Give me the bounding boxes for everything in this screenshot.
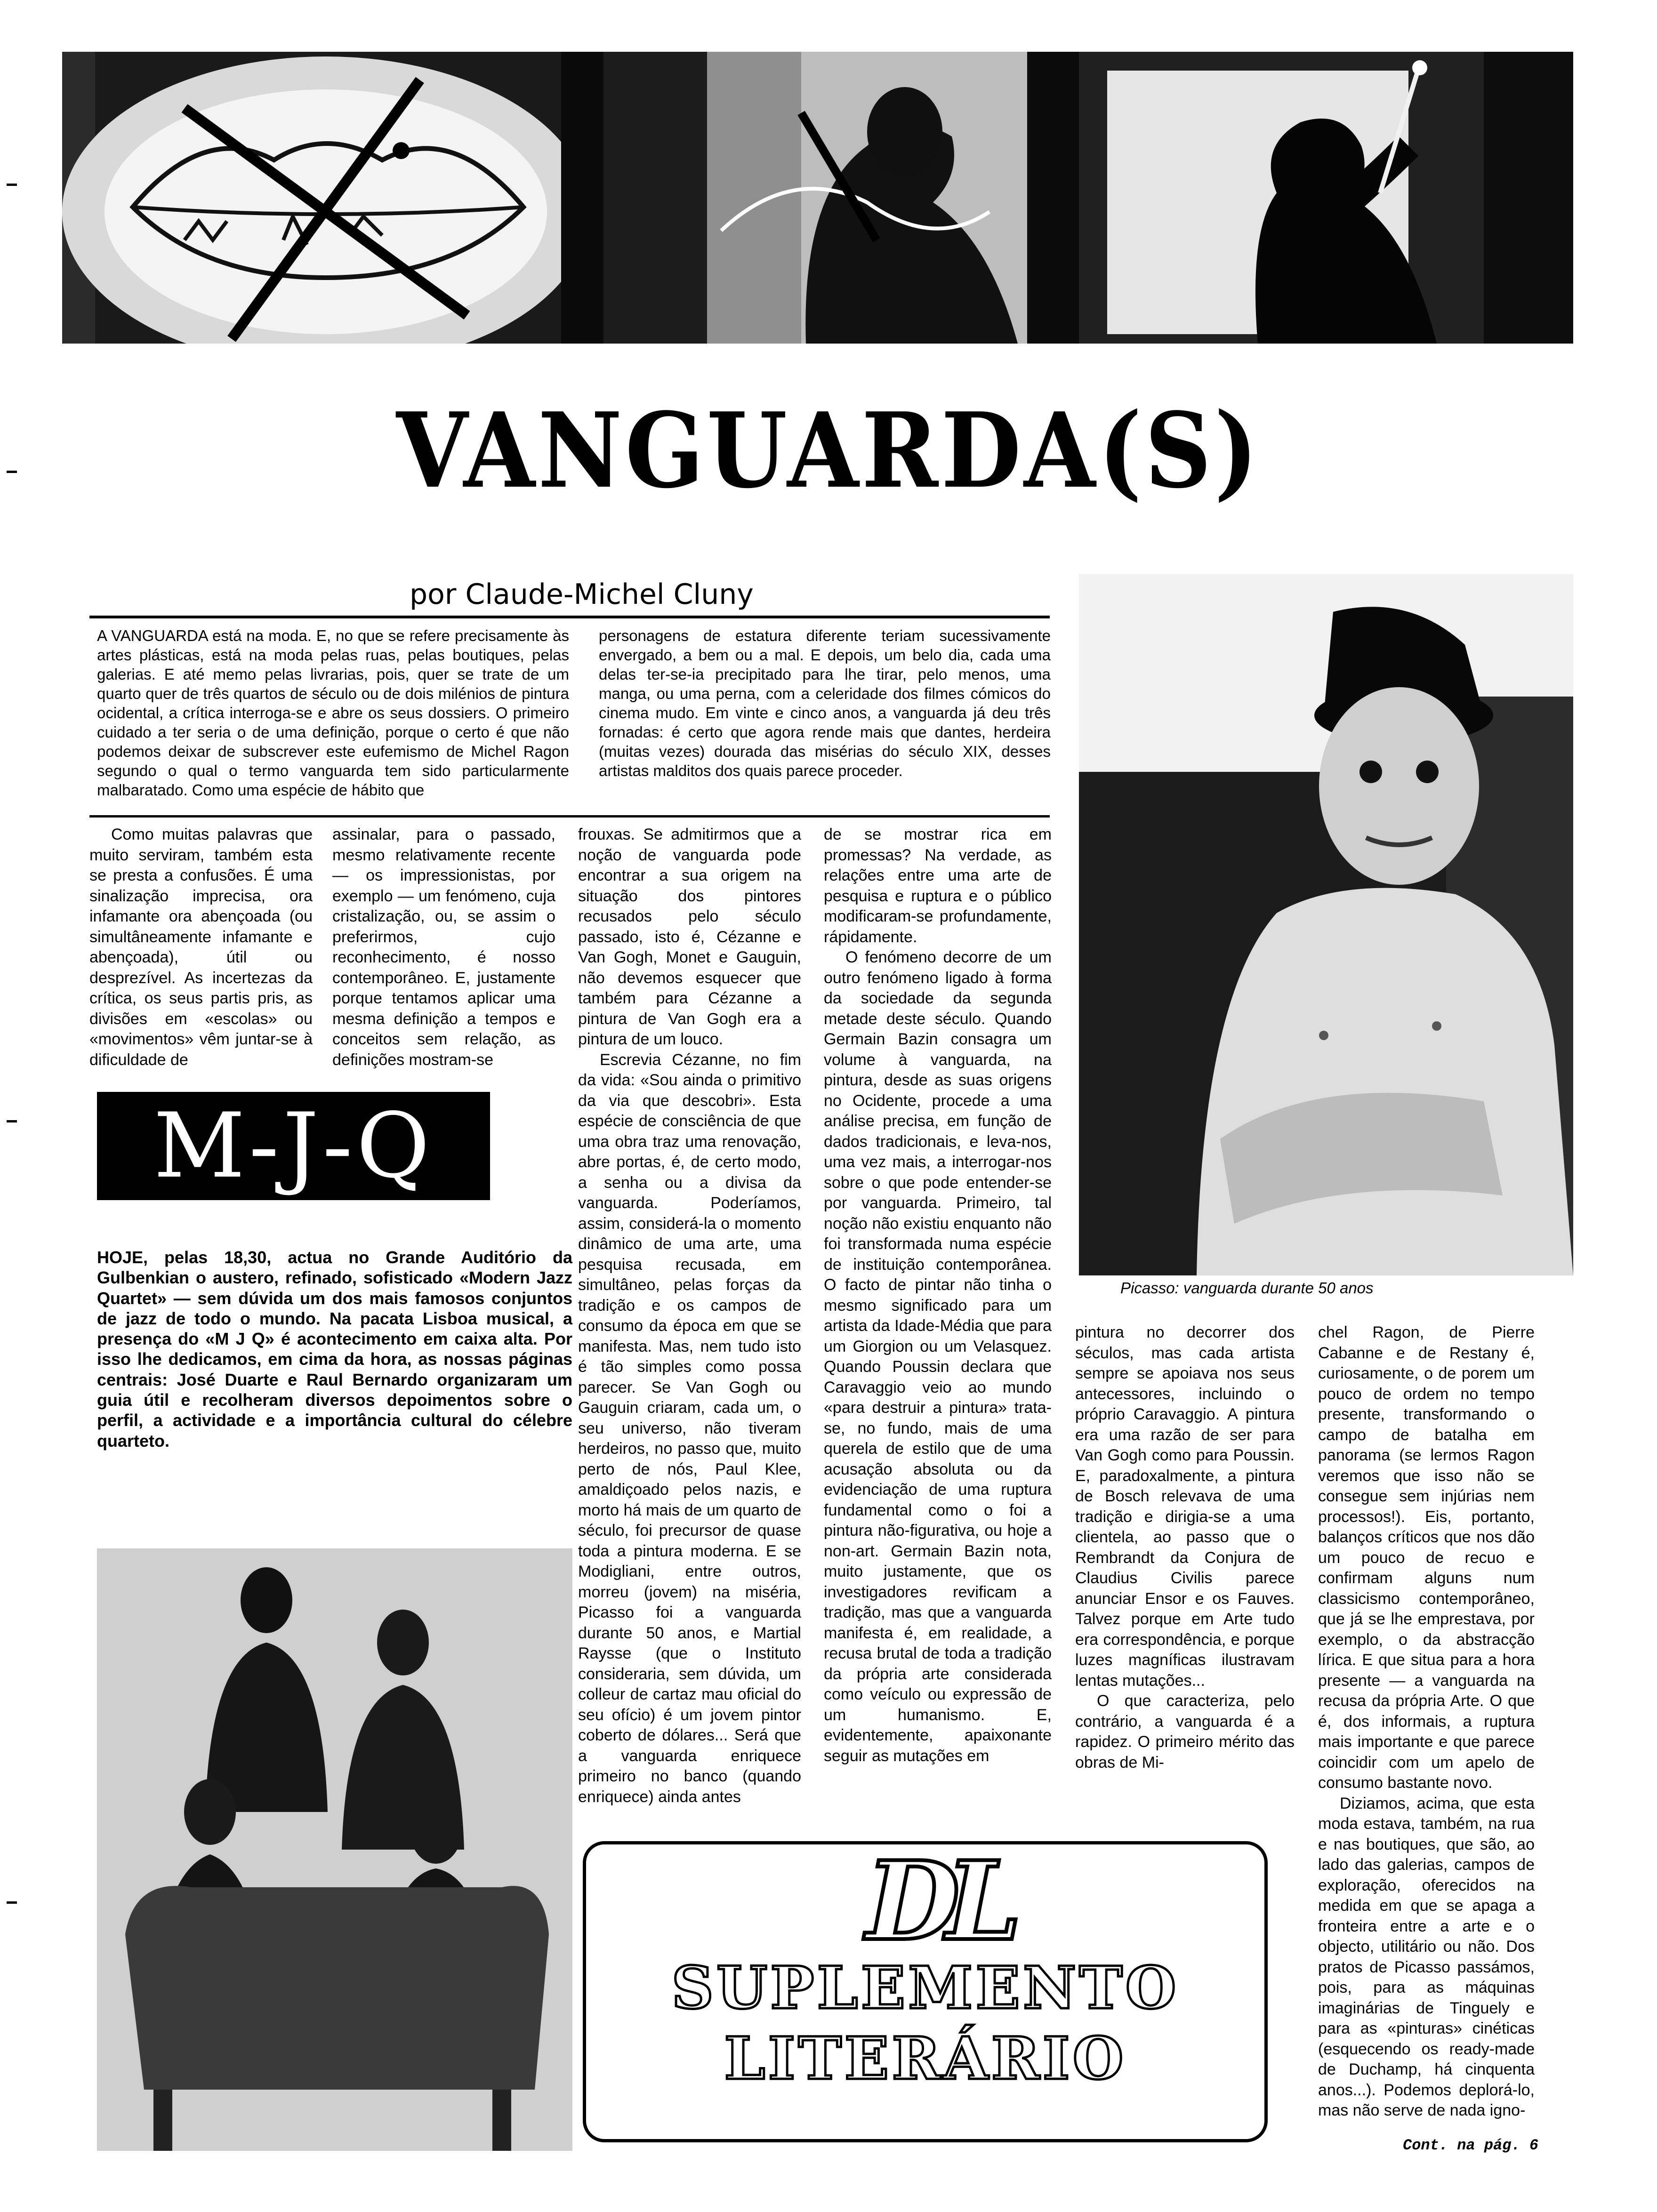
byline-rule — [89, 616, 1050, 618]
picasso-photo — [1079, 574, 1573, 1275]
supplement-title-line1: SUPLEMENTO — [671, 1954, 1179, 2022]
article-title: VANGUARDA(S) — [396, 390, 1261, 512]
lead-paragraph-right: personagens de estatura diferente teriam sucessivamente envergado, a bem ou a mal. E depois, um belo dia, cada uma delas ter-se-ia precipitado para lhe tirar, pelo menos, uma manga, ou uma perna, com a celeridade dos filmes cómicos do cinema mudo. Em vinte e cinco anos, a vanguarda já deu três fornadas: é certo que agora rende mais que dantes, herdeira (muitas vezes) dourada das misérias do século XIX, desses artistas malditos dos quais parece proceder. — [599, 627, 1051, 779]
supplement-title-line2: LITERÁRIO — [724, 2025, 1126, 2093]
body-column-5: pintura no decorrer dos séculos, mas cada artista sempre se apoiava nos seus antecessores, incluindo o próprio Caravaggio. A pintura era uma razão de ser para Van Gogh como para Poussin. E, paradoxalmente, a pintura de Bosch relevava de uma tradição e dirigia-se a uma clientela, ao passo que o Rembrandt da Conjura de Claudius Civilis parece anunciar Ensor e os Fauves. Talvez porque em Arte tudo era correspondência, e porque luzes magníficas ilustravam lentas mutações... O que caracteriza, pelo contrário, a vanguarda é a rapidez. O primeiro mérito das obras de Mi- — [1075, 1323, 1295, 1771]
mjq-announcement: HOJE, pelas 18,30, actua no Grande Auditório da Gulbenkian o austero, refinado, sofisticado «Modern Jazz Quartet» — sem dúvida um dos mais famosos conjuntos de jazz de todo o mundo. Na pacata Lisboa musical, a presença do «M J Q» é acontecimento em caixa alta. Por isso lhe dedicamos, em cima da hora, as nossas páginas centrais: José Duarte e Raul Bernardo organizaram um guia útil e recolheram diversos depoimentos sobre o perfil, a actividade e a importância cultural do célebre quarteto. — [97, 1248, 572, 1451]
photo-frame-lips-drawing — [62, 52, 603, 344]
body-column-2: assinalar, para o passado, mesmo relativamente recente — os impressionistas, por exemplo — um fenómeno, cuja cristalização, ou, se assim o preferirmos, cujo reconhecimento, é nosso contemporâneo. E, justamente porque tentamos aplicar uma mesma definição a tempos e conceitos sem relação, as definições mostram-se — [332, 825, 555, 1069]
body-column-4: de se mostrar rica em promessas? Na verdade, as relações entre uma arte de pesquisa e ruptura e o público modificaram-se profundamente, rápidamente. O fenómeno decorre de um outro fenómeno ligado à forma da sociedade da segunda metade deste século. Quando Germain Bazin consagra um volume à vanguarda, na pintura, desde as suas origens no Ocidente, procede a uma análise precisa, em função de dados tradicionais, e leva-nos, uma vez mais, a interrogar-nos sobre o que pode entender-se por vanguarda. Primeiro, tal noção não existiu enquanto não foi transformada numa espécie de instituição contemporânea. O facto de pintar não tinha o mesmo significado para um artista da Idade-Média que para um Giorgion ou um Velasquez. Quando Poussin declara que Caravaggio veio ao mundo «para destruir a pintura» trata-se, no fundo, mais de uma querela de estilo que de uma acusação absoluta ou da evidenciação de uma ruptura fundamental como o foi a pintura não-figurativa, ou hoje a non-art. Germain Bazin nota, muito justamente, que os investigadores revificam a tradição, mas que a vanguarda manifesta é, em realidade, a recusa brutal de toda a tradição da própria arte considerada como veículo ou expressão de um humanismo. E, evidentemente, apaixonante seguir as mutações em — [824, 825, 1052, 1765]
header-photo-strip — [62, 52, 1573, 344]
photo-frame-silhouette-pen — [1079, 52, 1573, 344]
margin-tick — [7, 184, 17, 186]
lead-paragraph-left: A VANGUARDA está na moda. E, no que se refere precisamente às artes plásticas, está na moda pelas ruas, pelas boutiques, pelas galerias. E até memo pelas livrarias, pois, quer se trate de um quarto quer de três quartos de século ou de dois milénios de pintura ocidental, a crítica interroga-se e abre os seus dossiers. O primeiro cuidado a ter seria o de uma definição, porque o certo é que não podemos deixar de subscrever este eufemismo de Michel Ragon segundo o qual o termo vanguarda tem sido particularmente malbaratado. Como uma espécie de hábito que — [97, 627, 569, 799]
margin-tick — [7, 1901, 17, 1904]
mjq-quartet-photo — [97, 1548, 572, 2151]
continued-note: Cont. na pág. 6 — [1403, 2137, 1539, 2154]
mjq-logo-text: M-J-Q — [153, 1094, 434, 1198]
body-column-1: Como muitas palavras que muito serviram, também esta se presta a confusões. É uma sinalização imprecisa, ora infamante ora abençoada (ou simultâneamente infamante e abençoada), útil ou desprezível. As incertezas da crítica, os seus partis pris, as divisões em «escolas» ou «movimentos» vêm juntar-se à dificuldade de — [89, 825, 313, 1069]
photo-frame-figure-drawing — [603, 52, 1079, 344]
margin-tick — [7, 1120, 17, 1122]
picasso-caption: Picasso: vanguarda durante 50 anos — [1120, 1279, 1374, 1297]
margin-tick — [7, 471, 17, 473]
body-column-6: chel Ragon, de Pierre Cabanne e de Restany é, curiosamente, o de porem um pouco de ordem no tempo presente, transformando o campo de batalha em panorama (se lermos Ragon veremos que isso não se consegue sem injúrias nem processos!). Eis, portanto, balanços críticos que nos dão um pouco de recuo e confirmam alguns num classicismo contemporâneo, que já se lhe emprestava, por exemplo, o da abstracção lírica. E que situa para a hora presente — a vanguarda na recusa da própria Arte. O que é, dos informais, a ruptura mais importante e que parece coincidir com um apelo de consumo bastante novo. Diziamos, acima, que esta moda estava, também, na rua e nas boutiques, que são, ao lado das galerias, campos de exploração, oferecidos na medida em que se apaga a fronteira entre a arte e o objecto, utilitário ou não. Dos pratos de Picasso passámos, pois, para as máquinas imaginárias de Tinguely e para as «pinturas» cinéticas (esquecendo os ready-made de Duchamp, há cinquenta anos...). Podemos deplorá-lo, mas não serve de nada igno- — [1318, 1323, 1535, 2119]
lead-divider — [89, 815, 1050, 817]
supplement-monogram: DL — [866, 1838, 1008, 1965]
mjq-logo — [97, 1092, 490, 1200]
byline: por Claude-Michel Cluny — [410, 578, 754, 611]
body-column-3: frouxas. Se admitirmos que a noção de vanguarda pode encontrar a sua origem na situação dos pintores recusados pelo século passado, isto é, Cézanne e Van Gogh, Monet e Gauguin, não devemos esquecer que também para Cézanne a pintura de Van Gogh era a pintura de um louco. Escrevia Cézanne, no fim da vida: «Sou ainda o primitivo da via que descobri». Esta espécie de consciência de que uma obra traz uma renovação, abre portas, é, de certo modo, a senha ou a divisa da vanguarda. Poderíamos, assim, considerá-la o momento dinâmico de uma arte, uma pesquisa recusada, em simultâneo, pelas forças da tradição e os campos de consumo da época em que se manifesta. Mas, nem tudo isto é tão simples como possa parecer. Se Van Gogh ou Gauguin criaram, cada um, o seu universo, não tiveram herdeiros, no passo que, muito perto de nós, Paul Klee, amaldiçoado pelos nazis, e morto há mais de um quarto de século, foi precursor de quase toda a pintura moderna. E se Modigliani, entre outros, morreu (jovem) na miséria, Picasso foi a vanguarda durante 50 anos, e Martial Raysse (que o Instituto consideraria, sem dúvida, um colleur de cartaz mau oficial do seu ofício) é um jovem pintor coberto de dólares... Será que a vanguarda enriquece primeiro no banco (quando enriquece) ainda antes — [578, 825, 801, 1806]
